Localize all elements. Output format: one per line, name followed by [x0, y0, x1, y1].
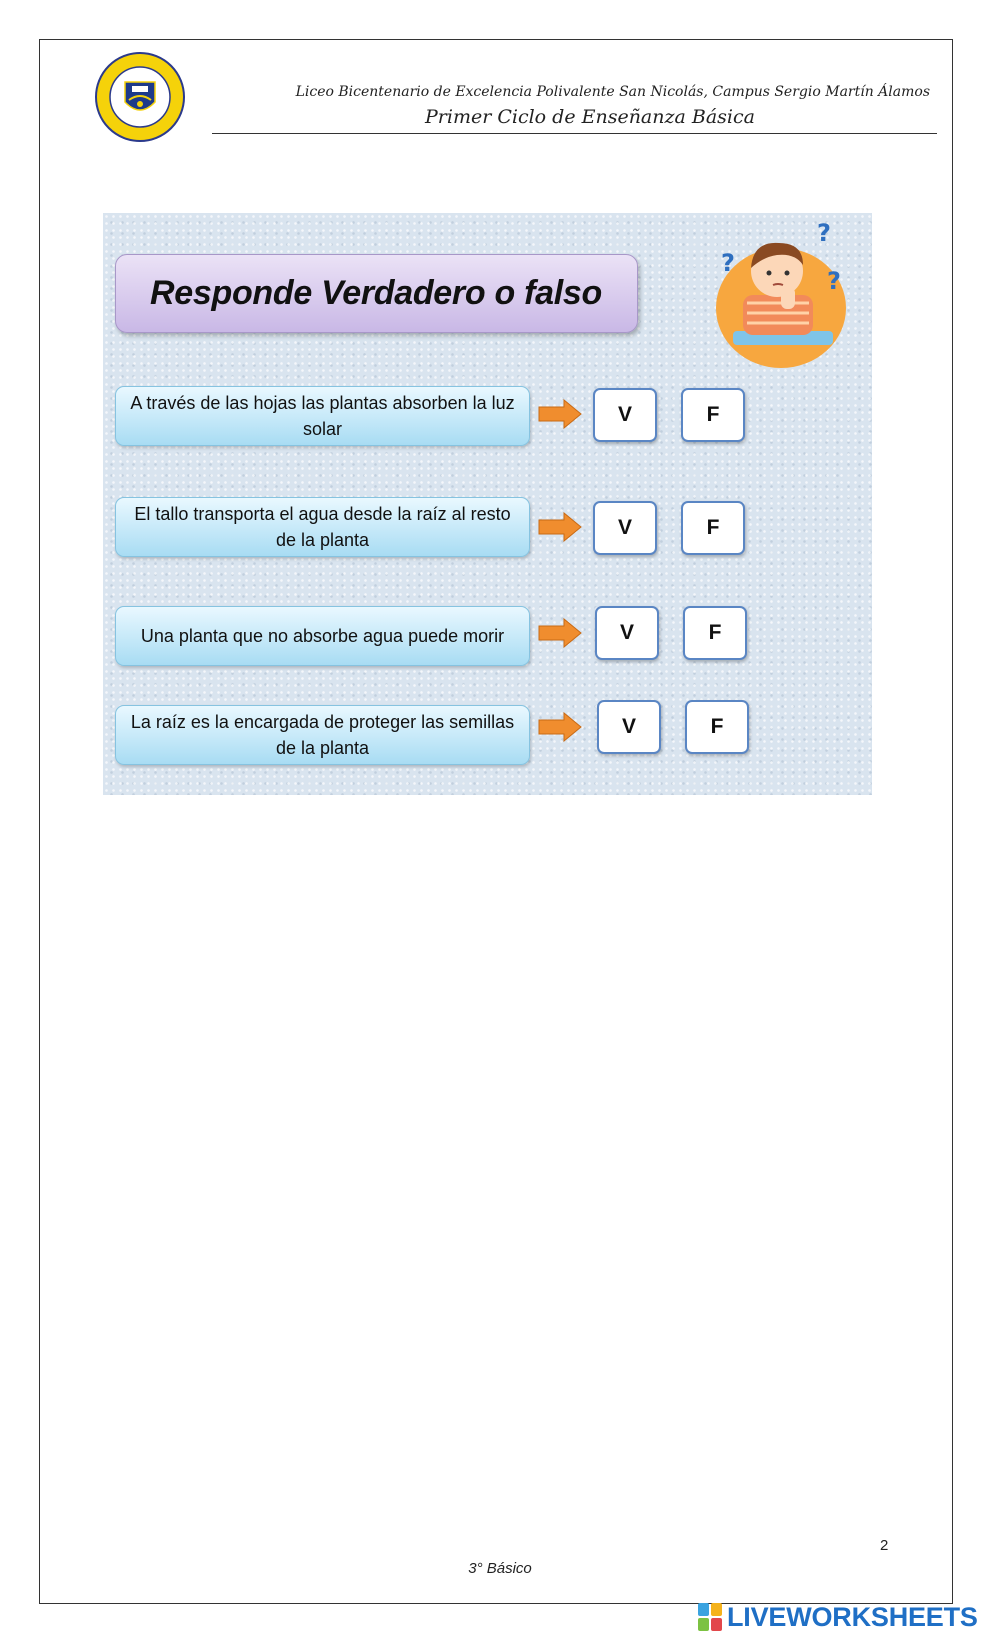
statement-2: El tallo transporta el agua desde la raíz al resto de la planta: [115, 497, 530, 557]
arrow-right-icon: [538, 399, 582, 429]
arrow-right-icon: [538, 618, 582, 648]
header-divider: [212, 133, 937, 134]
false-button-1[interactable]: F: [681, 388, 745, 442]
false-button-3[interactable]: F: [683, 606, 747, 660]
cycle-title: Primer Ciclo de Enseñanza Básica: [425, 106, 755, 128]
school-name: Liceo Bicentenario de Excelencia Polivalente San Nicolás, Campus Sergio Martín Álamos: [295, 84, 930, 100]
true-button-3[interactable]: V: [595, 606, 659, 660]
statement-4: La raíz es la encargada de proteger las semillas de la planta: [115, 705, 530, 765]
svg-text:?: ?: [817, 219, 831, 247]
activity-panel: [103, 213, 872, 795]
liveworksheets-brand[interactable]: [697, 1597, 993, 1637]
statement-1: A través de las hojas las plantas absorben la luz solar: [115, 386, 530, 446]
page-number: 2: [880, 1537, 889, 1554]
arrow-right-icon: [538, 512, 582, 542]
arrow-right-icon: [538, 712, 582, 742]
true-button-2[interactable]: V: [593, 501, 657, 555]
liveworksheets-logo-icon: [697, 1602, 723, 1632]
activity-title: Responde Verdadero o falso: [150, 274, 602, 312]
grade-footer: 3° Básico: [468, 1560, 532, 1577]
school-logo: [95, 52, 185, 142]
false-button-2[interactable]: F: [681, 501, 745, 555]
true-button-1[interactable]: V: [593, 388, 657, 442]
false-button-4[interactable]: F: [685, 700, 749, 754]
svg-text:?: ?: [721, 249, 735, 277]
true-button-4[interactable]: V: [597, 700, 661, 754]
activity-title-box: [115, 254, 638, 333]
svg-text:?: ?: [827, 267, 841, 295]
liveworksheets-wordmark: LIVEWORKSHEETS: [727, 1601, 978, 1632]
thinking-child-illustration: [703, 213, 853, 373]
statement-3: Una planta que no absorbe agua puede morir: [115, 606, 530, 666]
